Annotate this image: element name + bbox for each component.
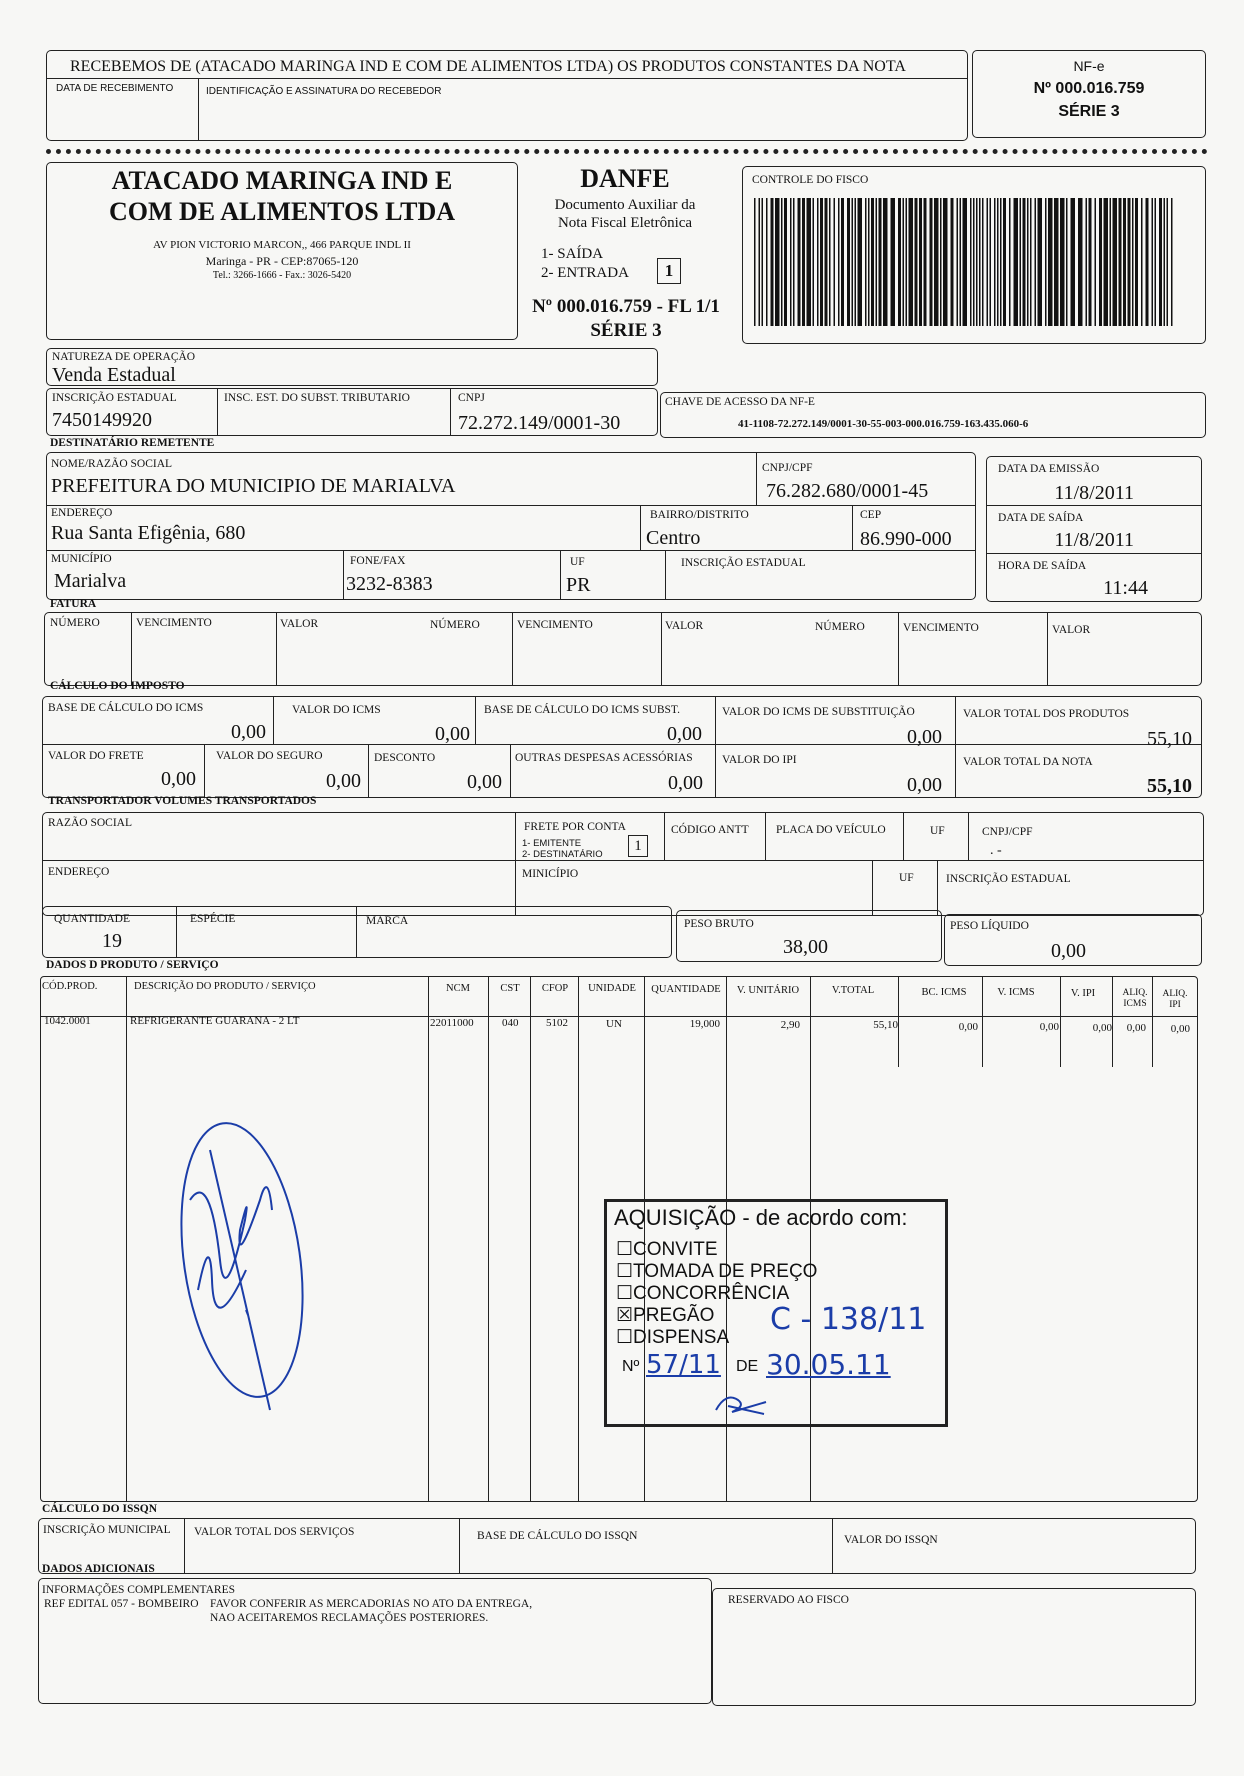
stamp-initials [706, 1388, 786, 1422]
other-expenses-value: 0,00 [668, 772, 703, 794]
invoice-number-label-2: NÚMERO [430, 619, 480, 631]
exit-time-value: 11:44 [1103, 577, 1148, 599]
ipi-value-value: 0,00 [907, 774, 942, 796]
row-cfop: 5102 [546, 1017, 568, 1029]
barcode-bar [940, 198, 942, 326]
recipient-cnpj-value: 76.282.680/0001-45 [766, 480, 929, 502]
barcode-bar [1123, 198, 1126, 326]
barcode-bar [1078, 198, 1083, 326]
barcode-bar [829, 198, 831, 326]
volumes-block [42, 906, 672, 958]
issqn-section-title: CÁLCULO DO ISSQN [42, 1503, 158, 1515]
col-header-total: V.TOTAL [831, 985, 875, 996]
row-ncm: 22011000 [430, 1017, 474, 1029]
carrier-section-title: TRANSPORTADOR VOLUMES TRANSPORTADOS [48, 795, 317, 807]
stub-nfe-label: NF-e [1073, 58, 1105, 74]
table-column-divider [126, 977, 127, 1501]
state-registration-label: INSCRIÇÃO ESTADUAL [52, 392, 177, 404]
freight-payer-label: FRETE POR CONTA [524, 821, 626, 833]
barcode-bar [915, 198, 918, 326]
checkbox-icon: ☐ [616, 1327, 634, 1348]
barcode-bar [883, 198, 888, 326]
additional-data-section-title: DADOS ADICIONAIS [42, 1563, 155, 1575]
barcode-bar [834, 198, 836, 326]
icms-value-label: VALOR DO ICMS [292, 704, 381, 716]
table-column-divider [1152, 977, 1153, 1067]
barcode-bar [793, 198, 795, 326]
barcode-bar [1104, 198, 1109, 326]
barcode-bar [1000, 198, 1002, 326]
row-code: 1042.0001 [44, 1015, 91, 1027]
barcode-bar [903, 198, 905, 326]
gross-weight-value: 38,00 [783, 936, 828, 958]
barcode-bar [865, 198, 867, 326]
state-registration-value: 7450149920 [52, 409, 152, 431]
barcode-bar [790, 198, 792, 326]
barcode-bar [930, 198, 933, 326]
products-total-label: VALOR TOTAL DOS PRODUTOS [963, 708, 1130, 720]
freight-payer-value: 1 [628, 835, 648, 857]
volume-brand-label: MARCA [366, 915, 409, 927]
barcode-bar [1030, 198, 1032, 326]
barcode-bar [820, 198, 823, 326]
cut-line [46, 149, 1208, 154]
recipient-phone-label: FONE/FAX [350, 555, 406, 567]
col-header-cst: CST [500, 983, 520, 994]
barcode-bar [807, 198, 812, 326]
col-header-ncm: NCM [446, 983, 470, 994]
invoice-value-label-2: VALOR [665, 620, 704, 632]
barcode-bar [957, 198, 959, 326]
invoice-number-label-3: NÚMERO [815, 621, 865, 633]
issuer-name-line1: ATACADO MARINGA IND E [111, 166, 453, 195]
barcode-bar [841, 198, 844, 326]
barcode-bar [990, 198, 992, 326]
issue-date-label: DATA DA EMISSÃO [998, 463, 1100, 475]
freight-label: VALOR DO FRETE [48, 750, 144, 762]
other-expenses-label: OUTRAS DESPESAS ACESSÓRIAS [515, 752, 693, 764]
barcode-bar [1110, 198, 1112, 326]
row-unit: UN [606, 1018, 622, 1030]
carrier-cnpj-value: . - [990, 843, 1002, 858]
complementary-info-line1: REF EDITAL 057 - BOMBEIRO FAVOR CONFERIR AS MERCADORIAS NO ATO DA ENTREGA, [44, 1598, 533, 1610]
table-column-divider [1112, 977, 1113, 1067]
danfe-exit-option: 1- SAÍDA [541, 246, 604, 262]
invoice-number-label-1: NÚMERO [50, 617, 100, 629]
barcode-bar [1086, 198, 1088, 326]
fiscal-control-label: CONTROLE DO FISCO [752, 174, 869, 186]
icms-st-value-label: VALOR DO ICMS DE SUBSTITUIÇÃO [722, 706, 915, 718]
invoice-due-label-3: VENCIMENTO [903, 622, 979, 634]
antt-code-label: CÓDIGO ANTT [671, 824, 749, 836]
barcode [752, 198, 1176, 326]
icms-value-value: 0,00 [435, 723, 470, 745]
exit-date-label: DATA DE SAÍDA [998, 512, 1084, 524]
barcode-bar [847, 198, 850, 326]
barcode-bar [943, 198, 948, 326]
volume-quantity-label: QUANTIDADE [54, 913, 131, 925]
barcode-bar [963, 198, 968, 326]
issuer-address: AV PION VICTORIO MARCON,, 466 PARQUE INDL II [153, 239, 411, 251]
stub-nfe-number: Nº 000.016.759 [1033, 80, 1145, 97]
checkbox-icon: ☐ [616, 1239, 634, 1260]
barcode-bar [973, 198, 975, 326]
products-total-value: 55,10 [1147, 728, 1192, 750]
barcode-bar [754, 198, 756, 326]
recipient-phone-value: 3232-8383 [346, 573, 433, 595]
barcode-bar [1023, 198, 1026, 326]
tax-section-title: CÁLCULO DO IMPOSTO [50, 680, 185, 692]
col-header-unit-price: V. UNITÁRIO [736, 985, 800, 996]
col-header-aliq-icms: ALIQ. ICMS [1122, 988, 1148, 1009]
checkbox-icon: ☐ [616, 1261, 634, 1282]
carrier-uf-label-2: UF [899, 872, 914, 884]
col-header-code: CÓD.PROD. [42, 981, 98, 992]
recipient-uf-value: PR [566, 574, 591, 596]
barcode-bar [1155, 198, 1157, 326]
barcode-bar [1171, 198, 1173, 326]
recipient-cep-label: CEP [860, 509, 882, 521]
icms-st-value-value: 0,00 [907, 726, 942, 748]
discount-label: DESCONTO [374, 752, 436, 764]
carrier-city-label: MINICÍPIO [522, 868, 579, 880]
carrier-ie-label: INSCRIÇÃO ESTADUAL [946, 873, 1071, 885]
gross-weight-label: PESO BRUTO [684, 918, 754, 930]
barcode-bar [898, 198, 901, 326]
invoice-section-title: FATURA [50, 598, 97, 610]
danfe-number: Nº 000.016.759 - FL 1/1 [532, 296, 720, 317]
invoice-total-label: VALOR TOTAL DA NOTA [963, 756, 1093, 768]
stamp-number-label: Nº [622, 1358, 640, 1375]
barcode-bar [1089, 198, 1092, 326]
table-column-divider [898, 977, 899, 1067]
barcode-bar [982, 198, 984, 326]
row-icms: 0,00 [1039, 1021, 1059, 1033]
invoice-value-label-1: VALOR [280, 618, 319, 630]
barcode-bar [906, 198, 908, 326]
recipient-cnpj-label: CNPJ/CPF [762, 462, 813, 474]
volume-species-label: ESPÉCIE [190, 913, 236, 925]
invoice-total-value: 55,10 [1147, 775, 1192, 797]
barcode-bar [994, 198, 996, 326]
issuer-phone: Tel.: 3266-1666 - Fax.: 3026-5420 [212, 270, 352, 281]
receipt-signature-label: IDENTIFICAÇÃO E ASSINATURA DO RECEBEDOR [206, 86, 442, 97]
icms-st-base-label: BASE DE CÁLCULO DO ICMS SUBST. [484, 704, 680, 716]
barcode-bar [838, 198, 840, 326]
barcode-bar [775, 198, 780, 326]
freight-value: 0,00 [161, 768, 196, 790]
col-header-ipi: V. IPI [1070, 988, 1096, 999]
barcode-bar [817, 198, 819, 326]
row-bc-icms: 0,00 [958, 1021, 978, 1033]
barcode-bar [951, 198, 954, 326]
services-total-label: VALOR TOTAL DOS SERVIÇOS [194, 1526, 355, 1538]
barcode-bar [1152, 198, 1154, 326]
barcode-bar [1164, 198, 1166, 326]
barcode-bar [762, 198, 764, 326]
issuer-cnpj-value: 72.272.149/0001-30 [458, 412, 621, 434]
col-header-bc-icms: BC. ICMS [921, 987, 967, 998]
row-total: 55,10 [873, 1019, 898, 1031]
receipt-statement: RECEBEMOS DE (ATACADO MARINGA IND E COM DE ALIMENTOS LTDA) OS PRODUTOS CONSTANTES DA NOTA [70, 58, 906, 75]
barcode-bar [909, 198, 914, 326]
barcode-bar [784, 198, 787, 326]
recipient-city-value: Marialva [54, 570, 127, 592]
col-header-unit: UNIDADE [588, 983, 636, 994]
col-header-description: DESCRIÇÃO DO PRODUTO / SERVIÇO [134, 981, 316, 992]
invoice-due-label-1: VENCIMENTO [136, 617, 212, 629]
icms-base-value: 0,00 [231, 721, 266, 743]
barcode-bar [987, 198, 989, 326]
table-column-divider [578, 977, 579, 1501]
barcode-bar [976, 198, 978, 326]
barcode-bar [1113, 198, 1118, 326]
row-quantity: 19,000 [689, 1018, 720, 1030]
municipal-registration-label: INSCRIÇÃO MUNICIPAL [43, 1524, 171, 1536]
barcode-bar [876, 198, 878, 326]
danfe-entry-option: 2- ENTRADA [541, 265, 629, 281]
barcode-bar [771, 198, 774, 326]
insurance-label: VALOR DO SEGURO [216, 750, 323, 762]
barcode-bar [879, 198, 882, 326]
receipt-date-label: DATA DE RECEBIMENTO [56, 83, 174, 94]
barcode-bar [997, 198, 999, 326]
barcode-bar [1014, 198, 1019, 326]
checkbox-icon: ☐ [616, 1283, 634, 1304]
barcode-bar [1135, 198, 1138, 326]
freight-payer-option-2: 2- DESTINATÁRIO [522, 849, 603, 860]
barcode-bar [979, 198, 981, 326]
st-registration-label: INSC. EST. DO SUBST. TRIBUTARIO [224, 392, 410, 404]
recipient-cep-value: 86.990-000 [860, 528, 952, 550]
barcode-bar [1054, 198, 1059, 326]
recipient-address-label: ENDEREÇO [51, 507, 113, 519]
icms-base-label: BASE DE CÁLCULO DO ICMS [48, 702, 204, 714]
issuer-city: Maringa - PR - CEP:87065-120 [205, 254, 359, 268]
barcode-bar [813, 198, 815, 326]
barcode-bar [855, 198, 857, 326]
complementary-info-label: INFORMAÇÕES COMPLEMENTARES [42, 1584, 236, 1596]
issqn-base-label: BASE DE CÁLCULO DO ISSQN [477, 1530, 638, 1542]
barcode-bar [1099, 198, 1102, 326]
issue-date-value: 11/8/2011 [1054, 482, 1134, 504]
barcode-bar [1132, 198, 1134, 326]
danfe-subtitle-2: Nota Fiscal Eletrônica [557, 215, 693, 231]
row-description: REFRIGERANTE GUARANA - 2 LT [130, 1015, 300, 1027]
carrier-name-label: RAZÃO SOCIAL [48, 817, 133, 829]
barcode-bar [1066, 198, 1068, 326]
barcode-bar [868, 198, 870, 326]
col-header-cfop: CFOP [541, 983, 569, 994]
barcode-bar [759, 198, 761, 326]
stamp-option-convite: ☐CONVITE [616, 1239, 718, 1260]
barcode-bar [798, 198, 801, 326]
recipient-name-value: PREFEITURA DO MUNICIPIO DE MARIALVA [51, 475, 456, 497]
issqn-value-label: VALOR DO ISSQN [844, 1534, 938, 1546]
vehicle-plate-label: PLACA DO VEÍCULO [776, 824, 886, 836]
net-weight-label: PESO LÍQUIDO [950, 920, 1029, 932]
danfe-series: SÉRIE 3 [590, 320, 662, 341]
barcode-bar [1167, 198, 1169, 326]
additional-info-block [38, 1578, 712, 1704]
barcode-bar [1009, 198, 1011, 326]
stamp-date-label: DE [736, 1358, 759, 1375]
invoice-due-label-2: VENCIMENTO [517, 619, 593, 631]
barcode-bar [1038, 198, 1043, 326]
stamp-option-pregao: ☒PREGÃO [616, 1305, 715, 1326]
barcode-bar [852, 198, 854, 326]
access-key-label: CHAVE DE ACESSO DA NF-E [665, 396, 815, 408]
recipient-ie-label: INSCRIÇÃO ESTADUAL [681, 557, 806, 569]
row-aliq-icms: 0,00 [1126, 1022, 1146, 1034]
barcode-bar [871, 198, 874, 326]
operation-nature-label: NATUREZA DE OPERAÇÃO [52, 351, 196, 363]
recipient-section-title: DESTINATÁRIO REMETENTE [50, 437, 215, 449]
invoice-value-label-3: VALOR [1052, 624, 1091, 636]
table-column-divider [1060, 977, 1061, 1067]
icms-st-base-value: 0,00 [667, 723, 702, 745]
barcode-bar [1035, 198, 1037, 326]
barcode-bar [970, 198, 972, 326]
stamp-date-handwritten: 30.05.11 [766, 1348, 891, 1381]
freight-payer-option-1: 1- EMITENTE [522, 838, 582, 849]
stamp-title: AQUISIÇÃO - de acordo com: [614, 1205, 908, 1230]
barcode-bar [1020, 198, 1022, 326]
exit-date-value: 11/8/2011 [1054, 529, 1134, 551]
access-key-value: 41-1108-72.272.149/0001-30-55-003-000.016.759-163.435.060-6 [738, 418, 1029, 430]
barcode-bar [919, 198, 922, 326]
row-cst: 040 [502, 1017, 519, 1029]
barcode-bar [1128, 198, 1131, 326]
stamp-number-handwritten: 57/11 [646, 1350, 721, 1380]
row-ipi: 0,00 [1092, 1022, 1112, 1034]
barcode-bar [1027, 198, 1029, 326]
danfe-subtitle-1: Documento Auxiliar da [554, 197, 696, 213]
barcode-bar [1146, 198, 1149, 326]
barcode-bar [1060, 198, 1065, 326]
stamp-option-tomada: ☐TOMADA DE PREÇO [616, 1261, 818, 1282]
exit-time-label: HORA DE SAÍDA [998, 560, 1087, 572]
barcode-bar [802, 198, 805, 326]
row-unit-price: 2,90 [780, 1019, 800, 1031]
complementary-info-line2: NAO ACEITAREMOS RECLAMAÇÕES POSTERIORES. [210, 1612, 489, 1624]
barcode-bar [1071, 198, 1076, 326]
volume-quantity-value: 19 [102, 930, 122, 952]
barcode-bar [1159, 198, 1162, 326]
stamp-option-concorrencia: ☐CONCORRÊNCIA [616, 1283, 790, 1304]
handwritten-reference: C - 138/11 [770, 1302, 927, 1337]
carrier-address-label: ENDEREÇO [48, 866, 110, 878]
barcode-bar [1045, 198, 1047, 326]
stub-nfe-series: SÉRIE 3 [1058, 103, 1120, 120]
checked-checkbox-icon: ☒ [616, 1305, 634, 1326]
barcode-bar [766, 198, 768, 326]
table-column-divider [530, 977, 531, 1501]
issuer-name-line2: COM DE ALIMENTOS LTDA [108, 197, 456, 226]
col-header-icms: V. ICMS [997, 987, 1035, 998]
recipient-district-label: BAIRRO/DISTRITO [650, 509, 749, 521]
danfe-title: DANFE [580, 164, 670, 193]
products-section-title: DADOS D PRODUTO / SERVIÇO [46, 959, 219, 971]
issuer-cnpj-label: CNPJ [458, 392, 485, 404]
carrier-uf-label: UF [930, 825, 945, 837]
handwritten-signature [150, 1110, 330, 1420]
carrier-cnpj-label: CNPJ/CPF [982, 826, 1033, 838]
recipient-uf-label: UF [570, 556, 585, 568]
col-header-quantity: QUANTIDADE [651, 984, 721, 995]
fiscal-reserved-label: RESERVADO AO FISCO [728, 1594, 849, 1606]
stamp-option-dispensa: ☐DISPENSA [616, 1327, 730, 1348]
barcode-bar [1095, 198, 1097, 326]
barcode-bar [1003, 198, 1006, 326]
barcode-bar [934, 198, 939, 326]
barcode-bar [825, 198, 828, 326]
barcode-bar [924, 198, 927, 326]
barcode-bar [960, 198, 962, 326]
table-column-divider [428, 977, 429, 1501]
barcode-bar [1119, 198, 1122, 326]
invoice-block [44, 612, 1202, 686]
recipient-address-value: Rua Santa Efigênia, 680 [51, 522, 246, 544]
operation-nature-value: Venda Estadual [52, 364, 176, 386]
col-header-aliq-ipi: ALIQ. IPI [1162, 989, 1188, 1010]
recipient-name-label: NOME/RAZÃO SOCIAL [51, 458, 173, 470]
insurance-value: 0,00 [326, 770, 361, 792]
barcode-bar [1141, 198, 1143, 326]
barcode-bar [858, 198, 863, 326]
table-column-divider [488, 977, 489, 1501]
discount-value: 0,00 [467, 771, 502, 793]
barcode-bar [781, 198, 783, 326]
recipient-city-label: MUNICÍPIO [51, 553, 112, 565]
barcode-bar [891, 198, 896, 326]
ipi-value-label: VALOR DO IPI [722, 754, 797, 766]
recipient-district-value: Centro [646, 527, 701, 549]
barcode-bar [1048, 198, 1053, 326]
danfe-type-box: 1 [657, 258, 681, 284]
row-aliq-ipi: 0,00 [1170, 1023, 1190, 1035]
net-weight-value: 0,00 [1051, 940, 1086, 962]
